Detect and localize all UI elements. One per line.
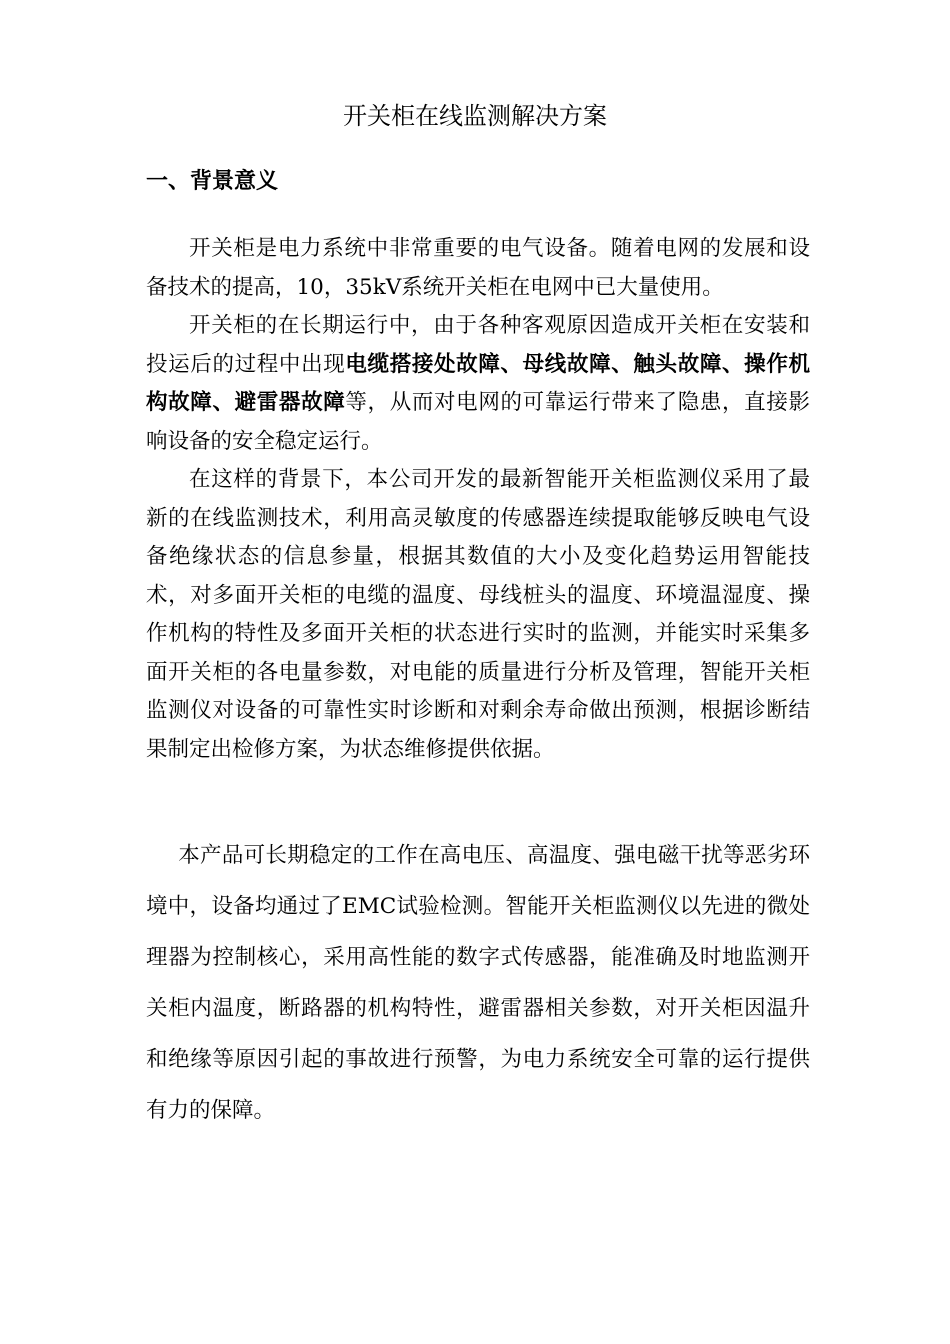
paragraph-4: 本产品可长期稳定的工作在高电压、高温度、强电磁干扰等恶劣环境中，设备均通过了EMC试验检测。智能开关柜监测仪以先进的微处理器为控制核心，采用高性能的数字式传感器，能准确及时地监测开关柜内温度，断路器的机构特性，避雷器相关参数，对开关柜因温升和绝缘等原因引起的事故进行预警，为电力系统安全可靠的运行提供有力的保障。 [146, 843, 810, 1123]
body-text-block-wide [146, 830, 810, 1136]
paragraph-2 [146, 307, 810, 461]
paragraph-2-text-start: 开关柜的在长期运行中，由于各种客观原因造成开关柜在安装和投运后的过程中出现 [146, 313, 810, 377]
body-text-block [146, 230, 810, 769]
paragraph-3: 在这样的背景下，本公司开发的最新智能开关柜监测仪采用了最新的在线监测技术，利用高灵敏度的传感器连续提取能够反映电气设备绝缘状态的信息参量，根据其数值的大小及变化趋势运用智能技术，对多面开关柜的电缆的温度、母线桩头的温度、环境温湿度、操作机构的特性及多面开关柜的状态进行实时的监测，并能实时采集多面开关柜的各电量参数，对电能的质量进行分析及管理，智能开关柜监测仪对设备的可靠性实时诊断和对剩余寿命做出预测，根据诊断结果制定出检修方案，为状态维修提供依据。 [146, 467, 810, 762]
paragraph-1: 开关柜是电力系统中非常重要的电气设备。随着电网的发展和设备技术的提高，10，35kV系统开关柜在电网中已大量使用。 [146, 236, 810, 300]
document-title: 开关柜在线监测解决方案 [343, 102, 607, 130]
paragraph-2-bold-fault-list: 电缆搭接处故障、母线故障、触头故障、操作机构故障、避雷器故障 [146, 351, 810, 415]
paragraph-2-text-end: 等，从而对电网的可靠运行带来了隐患，直接影响设备的安全稳定运行。 [146, 390, 810, 454]
section-heading: 一、背景意义 [146, 168, 279, 194]
